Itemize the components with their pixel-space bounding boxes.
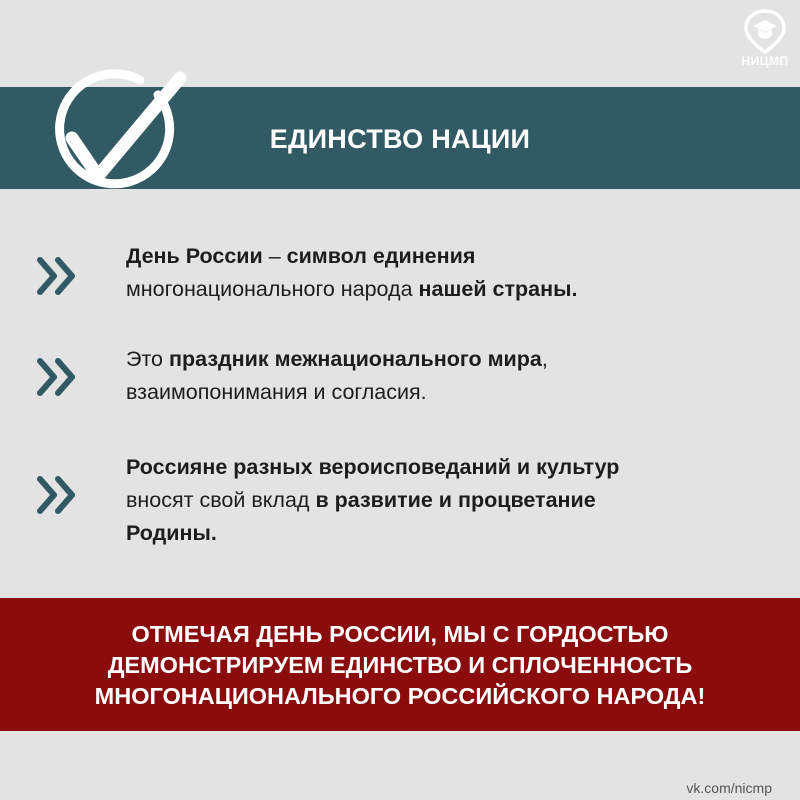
footer-line-3: МНОГОНАЦИОНАЛЬНОГО РОССИЙСКОГО НАРОДА! bbox=[94, 683, 706, 709]
graduation-cap-pin-icon bbox=[734, 8, 796, 54]
point-2-text: Это праздник межнационального мира, взаимопонимания и согласия. bbox=[126, 347, 548, 404]
footer-slogan bbox=[0, 619, 800, 712]
double-chevron-right-icon bbox=[36, 254, 80, 298]
point-3-text: Россияне разных вероисповеданий и культур вносят свой вклад в развитие и процветание Родины. bbox=[126, 455, 620, 545]
double-chevron-right-icon bbox=[36, 473, 80, 517]
source-url: vk.com/nicmp bbox=[686, 780, 772, 796]
logo-text: НИЦМП bbox=[741, 54, 789, 68]
footer-line-2: ДЕМОНСТРИРУЕМ ЕДИНСТВО И СПЛОЧЕННОСТЬ bbox=[107, 652, 693, 678]
nicmp-logo bbox=[734, 8, 796, 74]
header-title: ЕДИНСТВО НАЦИИ bbox=[269, 124, 531, 154]
double-chevron-right-icon bbox=[36, 355, 80, 399]
footer-line-1: ОТМЕЧАЯ ДЕНЬ РОССИИ, МЫ С ГОРДОСТЬЮ bbox=[131, 621, 669, 647]
point-1-text: День России – символ единения многонационального народа нашей страны. bbox=[126, 244, 578, 301]
